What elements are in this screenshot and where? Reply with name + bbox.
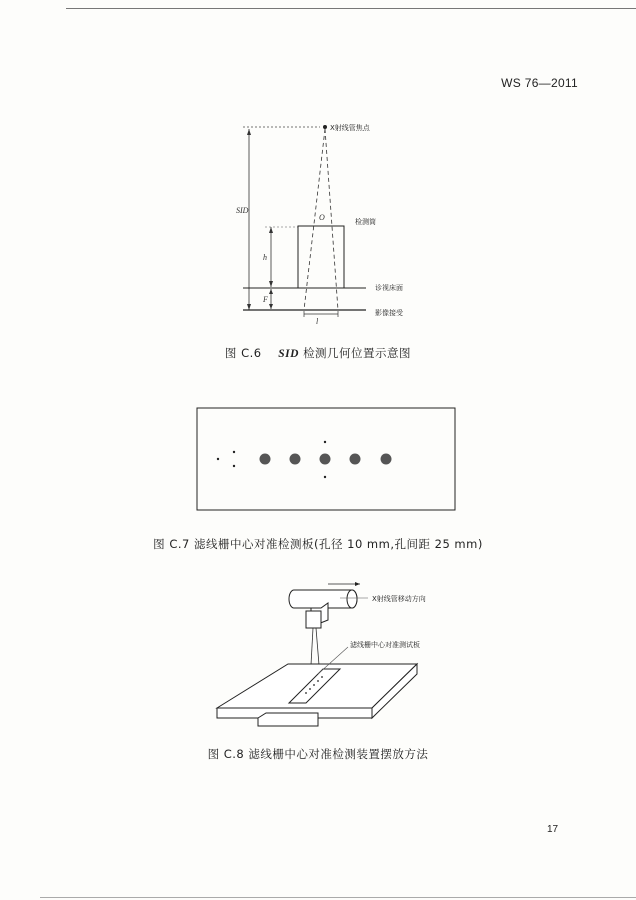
xray-tube-end [347, 590, 357, 608]
figure-c6-caption-suffix: 检测几何位置示意图 [303, 346, 412, 360]
plate-hole [321, 676, 323, 678]
f-label: F [263, 295, 268, 304]
figure-c8-caption: 图 C.8 滤线栅中心对准检测装置摆放方法 [207, 747, 429, 761]
cassette-tray [258, 713, 318, 726]
receptor-label: 影像接受 [375, 309, 403, 317]
o-label: O [319, 213, 325, 222]
figure-c6-caption-prefix: 图 C.6 [224, 346, 262, 360]
plate-hole [317, 680, 319, 682]
l-label: l [316, 317, 319, 326]
collimator [306, 611, 321, 628]
test-plate-label: 滤线栅中心对准测试板 [350, 641, 420, 649]
beam-line [316, 628, 319, 665]
page-number: 17 [547, 824, 559, 835]
standard-number: WS 76—2011 [501, 76, 578, 90]
table-top-label: 诊视床面 [375, 284, 403, 292]
figure-c7-caption: 图 C.7 滤线栅中心对准检测板(孔径 10 mm,孔间距 25 mm) [153, 537, 483, 551]
plate-hole [309, 688, 311, 690]
plate-hole [305, 692, 307, 694]
plate-hole [313, 684, 315, 686]
bottom-rule [40, 897, 636, 898]
move-direction-arrowhead [355, 582, 360, 586]
beam-line [311, 628, 313, 665]
sid-label: SID [236, 206, 249, 215]
tube-direction-label: X射线管移动方向 [372, 595, 426, 603]
focus-label: X射线管焦点 [330, 124, 370, 132]
detector-tube-label: 检测筒 [355, 218, 376, 226]
h-label: h [263, 253, 267, 262]
figure-c6-caption-sid: SID [278, 348, 299, 360]
